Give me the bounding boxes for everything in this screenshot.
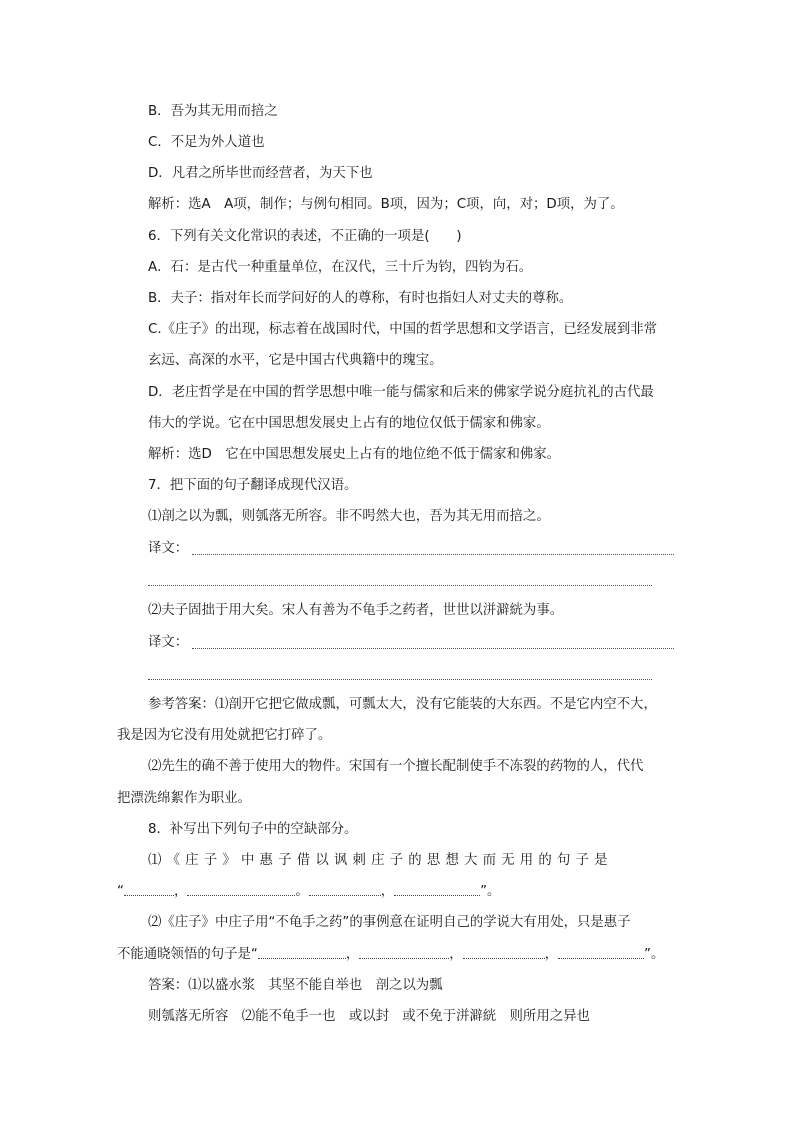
question-6: 6．下列有关文化常识的表述，不正确的一项是( ) [148, 229, 462, 244]
q8-part-2: ⑵《庄子》中庄子用“不龟手之药”的事例意在证明自己的学说大有用处，只是惠子 [148, 915, 631, 930]
question-7: 7．把下面的句子翻译成现代汉语。 [148, 478, 358, 493]
answer-8-1: 答案：⑴以盛水浆 其坚不能自举也 剖之以为瓢 [148, 978, 443, 993]
answer-line[interactable] [148, 679, 652, 680]
reference-answer-2-cont: 把漂洗绵絮作为职业。 [117, 791, 251, 806]
period: 。 [295, 884, 309, 899]
answer-line[interactable] [148, 585, 652, 586]
reference-answer-1-cont: 我是因为它没有用处就把它打碎了。 [117, 728, 332, 743]
fill-blank[interactable] [359, 946, 449, 959]
fill-blank[interactable] [558, 946, 644, 959]
reference-answer-2: ⑵先生的确不善于使用大的物件。宋国有一个擅长配制使手不冻裂的药物的人，代代 [148, 759, 644, 774]
q6-option-c-cont: 玄远、高深的水平，它是中国古代典籍中的瑰宝。 [148, 353, 443, 368]
quote-close: ”。 [644, 947, 665, 962]
answer-line[interactable] [192, 648, 674, 649]
q7-sentence-2: ⑵夫子固拙于用大矣。宋人有善为不龟手之药者，世世以洴澼絖为事。 [148, 603, 564, 618]
fill-blank[interactable] [124, 883, 174, 896]
comma: ， [449, 947, 463, 962]
quote-open: “ [117, 884, 124, 899]
fill-blank[interactable] [463, 946, 545, 959]
fill-blank[interactable] [309, 883, 381, 896]
answer-8-2: 则瓠落无所容 ⑵能不龟手一也 或以封 或不免于洴澼絖 则所用之异也 [148, 1009, 590, 1024]
option-b: B．吾为其无用而掊之 [148, 104, 278, 119]
q6-option-b: B．夫子：指对年长而学问好的人的尊称，有时也指妇人对丈夫的尊称。 [148, 291, 573, 306]
translation-label-2: 译文： [148, 635, 189, 650]
q8-part-2-blanks [117, 946, 664, 964]
q8-part-2-cont: 不能通晓领悟的句子是“ [117, 947, 258, 962]
comma: ， [345, 947, 360, 962]
analysis-5: 解析：选A A项，制作；与例句相同。B项，因为；C项，向，对；D项，为了。 [148, 197, 624, 212]
fill-blank[interactable] [187, 883, 295, 896]
q6-option-d-cont: 伟大的学说。它在中国思想发展史上占有的地位仅低于儒家和佛家。 [148, 416, 550, 431]
analysis-6: 解析：选D 它在中国思想发展史上占有的地位绝不低于儒家和佛家。 [148, 447, 561, 462]
comma: ， [380, 884, 395, 899]
option-c: C．不足为外人道也 [148, 135, 265, 150]
reference-answer-1: 参考答案：⑴剖开它把它做成瓢，可瓢太大，没有它能装的大东西。不是它内空不大， [148, 697, 657, 712]
q6-option-a: A．石：是古代一种重量单位，在汉代，三十斤为钧，四钧为石。 [148, 260, 533, 275]
translation-label-1: 译文： [148, 541, 189, 556]
comma: ， [544, 947, 559, 962]
answer-line[interactable] [192, 554, 674, 555]
q6-option-d: D．老庄哲学是在中国的哲学思想中唯一能与儒家和后来的佛家学说分庭抗礼的古代最 [148, 385, 654, 400]
q6-option-c: C.《庄子》的出现，标志着在战国时代，中国的哲学思想和文学语言，已经发展到非常 [148, 322, 658, 337]
fill-blank[interactable] [258, 946, 346, 959]
fill-blank[interactable] [394, 883, 480, 896]
q8-part-1: ⑴《庄子》中惠子借以讽刺庄子的思想大而无用的句子是 [148, 853, 613, 868]
question-8: 8．补写出下列句子中的空缺部分。 [148, 822, 358, 837]
q7-sentence-1: ⑴剖之以为瓢，则瓠落无所容。非不呺然大也，吾为其无用而掊之。 [148, 509, 550, 524]
q8-part-1-blanks [117, 883, 500, 901]
option-d: D．凡君之所毕世而经营者，为天下也 [148, 166, 373, 181]
quote-close: ”。 [480, 884, 501, 899]
comma: ， [173, 884, 188, 899]
